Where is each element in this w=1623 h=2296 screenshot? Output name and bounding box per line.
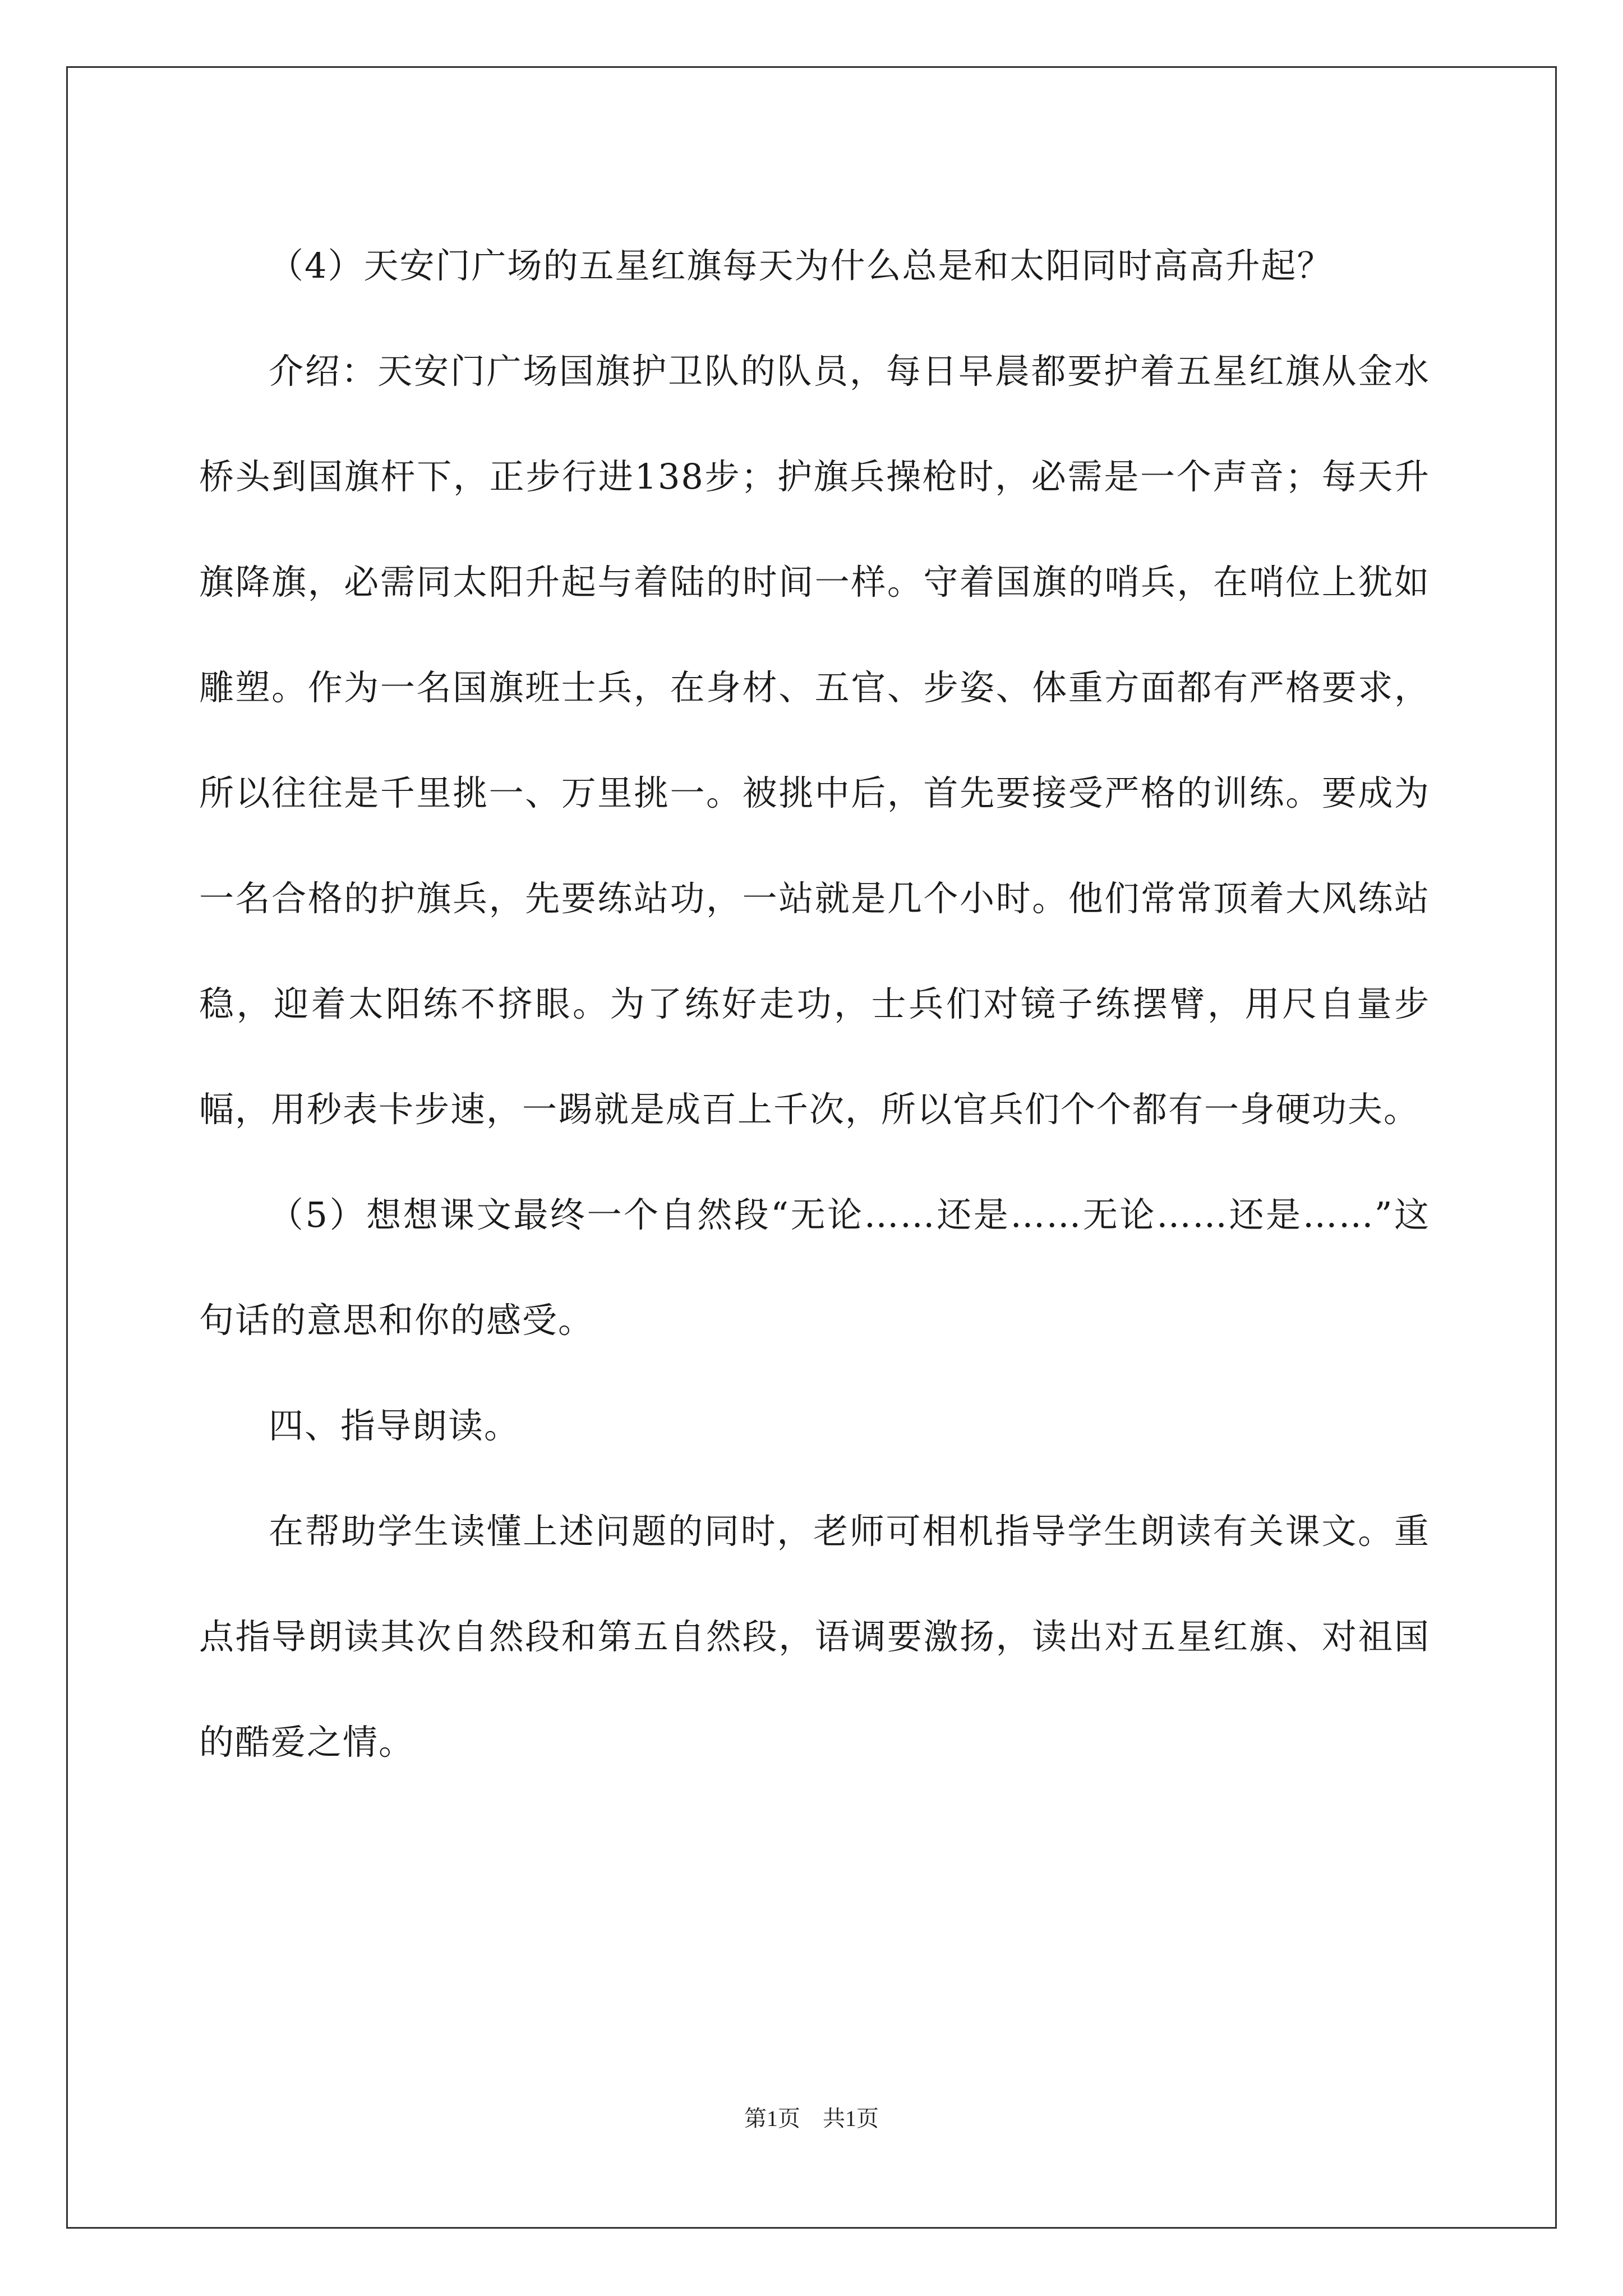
- paragraph-introduction: 介绍：天安门广场国旗护卫队的队员，每日早晨都要护着五星红旗从金水桥头到国旗杆下，正步行进138步；护旗兵操枪时，必需是一个声音；每天升旗降旗，必需同太阳升起与着陆的时间一样。守着国旗的哨兵，在哨位上犹如雕塑。作为一名国旗班士兵，在身材、五官、步姿、体重方面都有严格要求，所以往往是千里挑一、万里挑一。被挑中后，首先要接受严格的训练。要成为一名合格的护旗兵，先要练站功，一站就是几个小时。他们常常顶着大风练站稳，迎着太阳练不挤眼。为了练好走功，士兵们对镜子练摆臂，用尺自量步幅，用秒表卡步速，一踢就是成百上千次，所以官兵们个个都有一身硬功夫。: [199, 351, 1430, 1130]
- paragraph-question-5: （5）想想课文最终一个自然段“无论……还是……无论……还是……”这句话的意思和你的感受。: [199, 1194, 1430, 1341]
- section-heading-reading: 四、指导朗读。: [269, 1405, 520, 1446]
- paragraph-reading-guidance: 在帮助学生读懂上述问题的同时，老师可相机指导学生朗读有关课文。重点指导朗读其次自然段和第五自然段，语调要激扬，读出对五星红旗、对祖国的酷爱之情。: [199, 1511, 1430, 1763]
- document-body: [199, 213, 1430, 1795]
- page-footer: 第1页 共1页: [744, 2106, 879, 2131]
- paragraph-question-4: （4）天安门广场的五星红旗每天为什么总是和太阳同时高高升起？: [269, 245, 1333, 286]
